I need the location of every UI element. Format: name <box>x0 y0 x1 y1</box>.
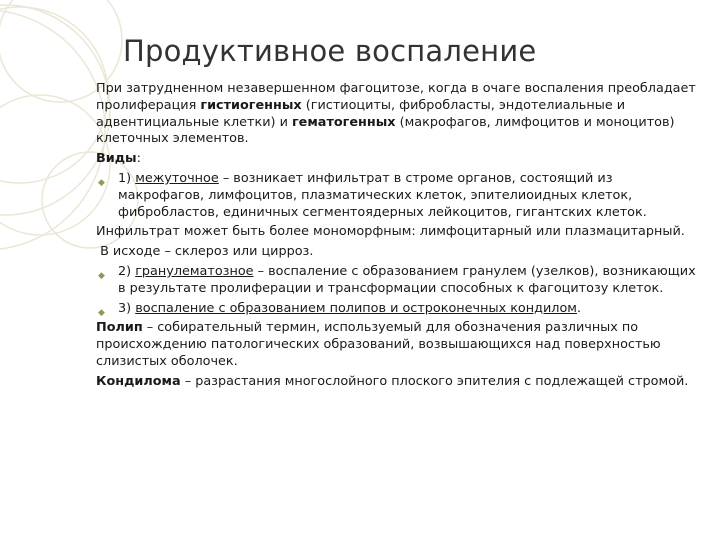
bullet-icon: ◆ <box>98 307 105 318</box>
bullet-icon: ◆ <box>98 177 105 188</box>
intro-paragraph: При затрудненном незавершенном фагоцитозе, когда в очаге воспаления преобладает пролиферация гистиогенных (гистиоциты, фибробласты, эндотелиальные и адвентициальные клетки) и гематогенных (макрофагов, лимфоцитов и моноцитов) клеточных элементов. <box>96 81 696 147</box>
list-item-interstitial: ◆ 1) межуточное – возникает инфильтрат в строме органов, состоящий из макрофагов, лимфоцитов, плазматических клеток, эпителиоидных клеток, фибробластов, единичных сегментоядерных лейкоцитов, гигантских клеток. <box>98 170 647 220</box>
infiltrate-paragraph: Инфильтрат может быть более мономорфным: лимфоцитарный или плазмацитарный. <box>96 224 685 240</box>
list-item-polyps: ◆ 3) воспаление с образованием полипов и остроконечных кондилом. <box>96 301 696 318</box>
list-item-granulomatous: ◆ 2) гранулематозное – воспаление с образованием гранулем (узелков), возникающих в результате пролиферации и трансформации способных к фагоцитозу клеток. <box>98 263 696 296</box>
condyloma-definition: Кондилома – разрастания многослойного плоского эпителия с подлежащей стромой. <box>96 373 689 389</box>
slide-content <box>96 81 696 394</box>
outcome-paragraph: В исходе – склероз или цирроз. <box>96 244 314 260</box>
term-histiogenic: гистиогенных <box>200 97 302 113</box>
polyp-definition: Полип – собирательный термин, используемый для обозначения различных по происхождению патологических образований, возвышающихся над поверхностью слизистых оболочек. <box>96 320 661 369</box>
term-polyps-condylomas: воспаление с образованием полипов и остроконечных кондилом <box>135 300 577 316</box>
slide-title: Продуктивное воспаление <box>123 34 537 68</box>
types-heading: Виды: <box>96 151 141 167</box>
term-hematogenic: гематогенных <box>291 114 396 130</box>
term-interstitial: межуточное <box>135 170 219 186</box>
term-granulomatous: гранулематозное <box>135 263 254 279</box>
bullet-icon: ◆ <box>98 270 105 281</box>
